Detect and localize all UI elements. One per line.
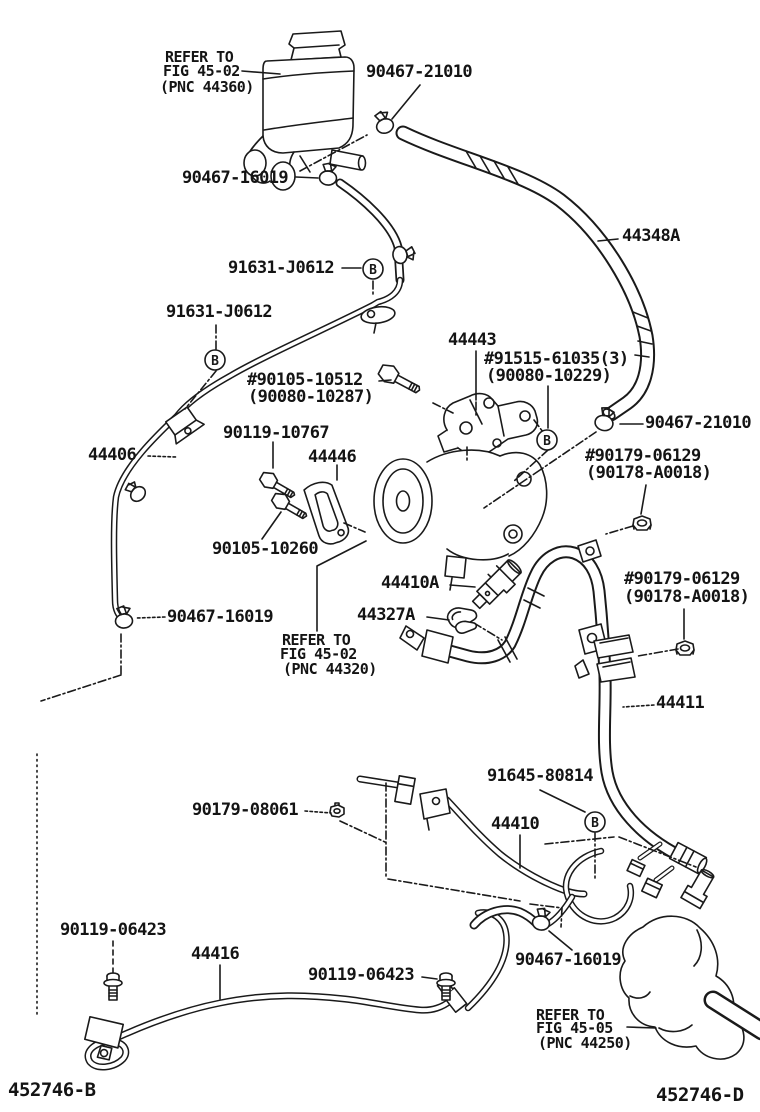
refer-note-44360-line1: REFER TO bbox=[165, 48, 234, 66]
clamp-44327a bbox=[446, 605, 479, 635]
label-91631-j0612-lower: 91631-J0612 bbox=[166, 302, 272, 322]
marker-b-3 bbox=[537, 430, 557, 450]
bolt-90119-06423-left bbox=[104, 973, 122, 1000]
reservoir-tank bbox=[244, 31, 366, 190]
clamp-90467-16019-bottom bbox=[531, 907, 552, 932]
label-44443: 44443 bbox=[448, 330, 497, 350]
clamp-90467-21010-top bbox=[372, 109, 395, 135]
label-90467-21010-right: 90467-21010 bbox=[645, 413, 751, 433]
input-shaft bbox=[681, 866, 718, 909]
refer-note-44320-line3: (PNC 44320) bbox=[283, 660, 377, 678]
tube-44410-union bbox=[395, 776, 415, 804]
label-44348a: 44348A bbox=[622, 226, 680, 246]
marker-b-4 bbox=[585, 812, 605, 832]
label-90105-10260: 90105-10260 bbox=[212, 539, 318, 559]
nut-90179-06129-upper bbox=[633, 516, 651, 530]
tube-44416 bbox=[82, 978, 466, 1067]
clamp-90467-16019-top bbox=[319, 162, 338, 185]
union-nut-upper bbox=[627, 860, 645, 877]
marker-b-2 bbox=[205, 350, 225, 370]
figure-code-left: 452746-B bbox=[8, 1079, 96, 1101]
marker-letter: B bbox=[591, 816, 599, 831]
label-91645-80814: 91645-80814 bbox=[487, 766, 593, 786]
label-90467-16019-bottom: 90467-16019 bbox=[515, 950, 621, 970]
refer-note-44320-line1: REFER TO bbox=[282, 631, 351, 649]
marker-letter: B bbox=[543, 434, 551, 449]
label-90179-06129-upper: #90179-06129 bbox=[585, 446, 701, 466]
label-90179-08061: 90179-08061 bbox=[192, 800, 298, 820]
tube-44410-bracket bbox=[420, 789, 450, 830]
label-90178-a0018-lower: (90178-A0018) bbox=[624, 587, 750, 607]
label-44446: 44446 bbox=[308, 447, 357, 467]
clamp-tube-clip bbox=[122, 478, 148, 504]
pressure-port-fitting bbox=[400, 626, 453, 663]
label-90467-16019-top: 90467-16019 bbox=[182, 168, 288, 188]
label-90119-06423-right: 90119-06423 bbox=[308, 965, 414, 985]
gear-housing bbox=[620, 916, 744, 1059]
tube-44410 bbox=[360, 776, 584, 894]
refer-note-44360-line2: FIG 45-02 bbox=[163, 62, 240, 80]
label-90119-10767: 90119-10767 bbox=[223, 423, 329, 443]
label-90467-16019-mid: 90467-16019 bbox=[167, 607, 273, 627]
nut-90179-06129-lower bbox=[676, 641, 694, 655]
label-91515-61035: #91515-61035(3) bbox=[484, 349, 629, 369]
clamp-90467-16019-mid bbox=[114, 605, 133, 628]
figure-code-right: 452746-D bbox=[656, 1084, 744, 1106]
marker-b-1 bbox=[363, 259, 383, 279]
refer-note-44320-line2: FIG 45-02 bbox=[280, 645, 357, 663]
marker-letter: B bbox=[211, 354, 219, 369]
label-44410a: 44410A bbox=[381, 573, 439, 593]
label-90119-06423-left: 90119-06423 bbox=[60, 920, 166, 940]
tube-bracket bbox=[162, 405, 204, 444]
alignment-dash-lines bbox=[41, 135, 696, 927]
union-nut-lower bbox=[642, 878, 662, 897]
label-44410: 44410 bbox=[491, 814, 540, 834]
label-90105-10512: #90105-10512 bbox=[247, 370, 363, 390]
label-44416: 44416 bbox=[191, 944, 240, 964]
refer-note-44250-line2: FIG 45-05 bbox=[536, 1019, 613, 1037]
pressure-sensor-44410a bbox=[467, 555, 526, 614]
refer-note-44250-line3: (PNC 44250) bbox=[538, 1034, 632, 1052]
nut-90179-08061 bbox=[330, 803, 344, 817]
label-44327a: 44327A bbox=[357, 605, 415, 625]
label-90179-06129-lower: #90179-06129 bbox=[624, 569, 740, 589]
refer-note-44250-line1: REFER TO bbox=[536, 1006, 605, 1024]
label-44406: 44406 bbox=[88, 445, 137, 465]
label-44411: 44411 bbox=[656, 693, 705, 713]
label-90467-21010-top: 90467-21010 bbox=[366, 62, 472, 82]
hose-bracket-upper bbox=[578, 540, 601, 562]
label-91631-j0612-upper: 91631-J0612 bbox=[228, 258, 334, 278]
bracket-44443 bbox=[438, 394, 537, 456]
label-90080-10229: (90080-10229) bbox=[486, 366, 612, 386]
bolt-90105-10512 bbox=[376, 361, 423, 398]
label-90080-10287: (90080-10287) bbox=[248, 387, 374, 407]
refer-note-44360-line3: (PNC 44360) bbox=[160, 78, 254, 96]
marker-letter: B bbox=[369, 263, 377, 278]
gasket-44446 bbox=[303, 478, 351, 547]
label-90178-a0018-upper: (90178-A0018) bbox=[586, 463, 712, 483]
